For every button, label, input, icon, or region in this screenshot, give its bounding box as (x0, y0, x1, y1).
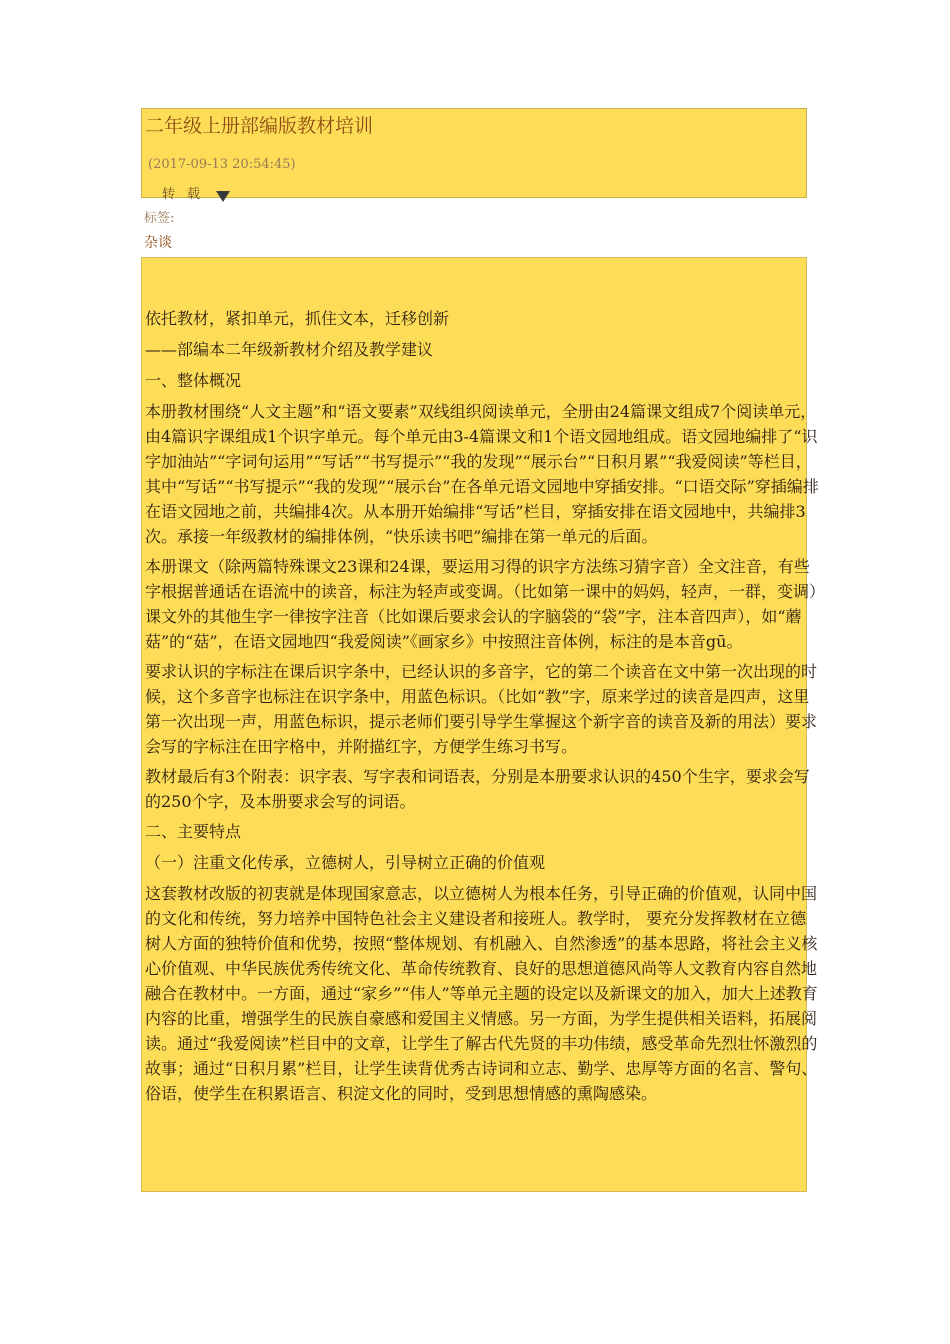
paragraph-5: 这套教材改版的初衷就是体现国家意志，以立德树人为根本任务，引导正确的价值观，认同中国的文化和传统，努力培养中国特色社会主义建设者和接班人。教学时， 要充分发挥教材在立德树人方面的独特价值和优势，按照“整体规划、有机融入、自然渗透”的基本思路，将社会主义核心价值观、中华民族优秀传统文化、革命传统教育、良好的思想道德风尚等人文教育内容自然地融合在教材中。一方面，通过“家乡”“伟人”等单元主题的设定以及新课文的加入，加大上述教育内容的比重，增强学生的民族自豪感和爱国主义情感。另一方面，为学生提供相关语料，拓展阅读。通过“我爱阅读”栏目中的文章，让学生了解古代先贤的丰功伟绩，感受革命先烈壮怀激烈的故事；通过“日积月累”栏目，让学生读背优秀古诗词和立志、勤学、忠厚等方面的名言、警句、俗语，使学生在积累语言、积淀文化的同时，受到思想情感的熏陶感染。 (145, 884, 818, 1103)
post-title: 二年级上册部编版教材培训 (145, 115, 374, 137)
article-body (141, 257, 819, 1192)
tag-link[interactable]: 杂谈 (144, 235, 172, 251)
post-header (141, 108, 807, 202)
section-heading-2: 二、主要特点 (145, 822, 242, 841)
paragraph-2: 本册课文（除两篇特殊课文23课和24课，要运用习得的识字方法练习猜字音）全文注音，有些字根据普通话在语流中的读音，标注为轻声或变调。（比如第一课中的妈妈，轻声，一群，变调）课文外的其他生字一律按字注音（比如课后要求会认的字脑袋的“袋”字，注本音四声），如“蘑菇”的“菇”，在语文园地四“我爱阅读”《画家乡》中按照注音体例，标注的是本音gū。 (145, 557, 818, 651)
dropdown-arrow-icon[interactable] (216, 191, 230, 202)
paragraph-3: 要求认识的字标注在课后识字条中，已经认识的多音字，它的第二个读音在文中第一次出现的时候，这个多音字也标注在识字条中，用蓝色标识。（比如“教”字，原来学过的读音是四声，这里第一次出现一声，用蓝色标识，提示老师们要引导学生掌握这个新字音的读音及新的用法）要求会写的字标注在田字格中，并附描红字，方便学生练习书写。 (145, 662, 818, 756)
article-heading: 依托教材，紧扣单元，抓住文本，迁移创新 (145, 309, 450, 328)
article-content (145, 306, 819, 1111)
article-subheading: ——部编本二年级新教材介绍及教学建议 (145, 340, 434, 359)
paragraph-4: 教材最后有3个附表：识字表、写字表和词语表，分别是本册要求认识的450个生字，要求会写的250个字，及本册要求会写的词语。 (145, 767, 810, 811)
post-timestamp: (2017-09-13 20:54:45) (148, 157, 296, 172)
section-heading-1: 一、整体概况 (145, 371, 242, 390)
subsection-heading-1: （一）注重文化传承，立德树人，引导树立正确的价值观 (145, 853, 546, 872)
tags-label: 标签: (144, 211, 175, 226)
repost-label[interactable]: 转载 (162, 187, 213, 202)
paragraph-1: 本册教材围绕“人文主题”和“语文要素”双线组织阅读单元，全册由24篇课文组成7个阅读单元，由4篇识字课组成1个识字单元。每个单元由3-4篇课文和1个语文园地组成。语文园地编排了“识字加油站”“字词句运用”“写话”“书写提示”“我的发现”“展示台”“日积月累”“我爱阅读”等栏目，其中“写话”“书写提示”“我的发现”“展示台”在各单元语文园地中穿插安排。“口语交际”穿插编排在语文园地之前，共编排4次。从本册开始编排“写话”栏目，穿插安排在语文园地中，共编排3次。承接一年级教材的编排体例，“快乐读书吧”编排在第一单元的后面。 (145, 402, 819, 546)
